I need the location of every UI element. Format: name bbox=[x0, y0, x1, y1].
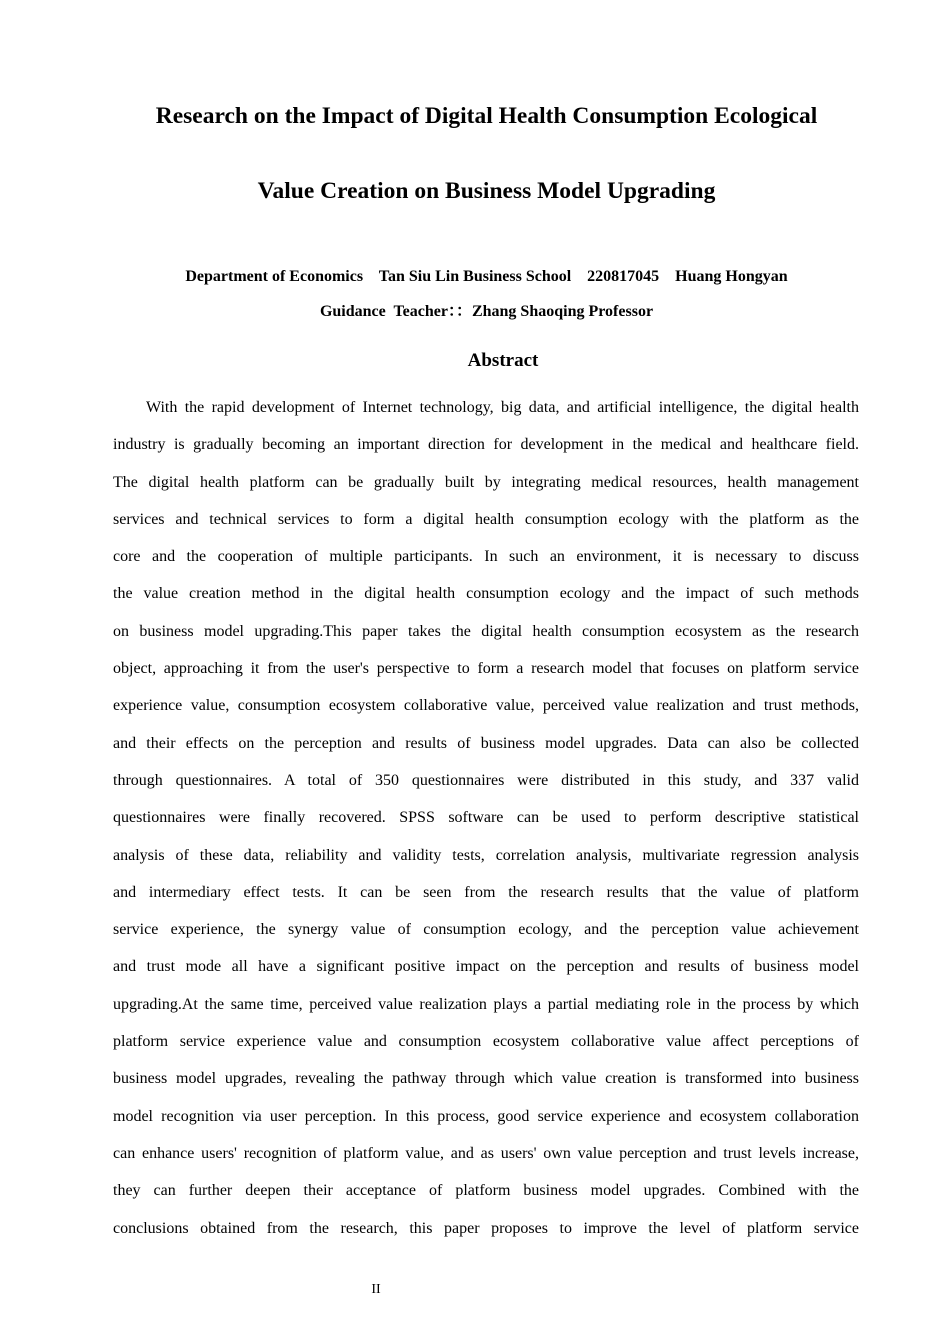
guidance-teacher: Guidance Teacher：：Zhang Shaoqing Professor bbox=[319, 303, 654, 320]
abstract-line: With the rapid development of Internet technology, big data, and artificial intelligence, the digital health bbox=[146, 399, 859, 416]
abstract-line: questionnaires were finally recovered. SPSS software can be used to perform descriptive statistical bbox=[113, 809, 859, 827]
abstract-line: they can further deepen their acceptance of platform business model upgrades. Combined with the bbox=[113, 1182, 859, 1200]
abstract-line: experience value, consumption ecosystem collaborative value, perceived value realization and trust methods, bbox=[113, 697, 859, 715]
abstract-line: can enhance users' recognition of platform value, and as users' own value perception and trust levels increase, bbox=[113, 1144, 859, 1162]
page-number: II bbox=[371, 1282, 381, 1297]
abstract-line: upgrading.At the same time, perceived value realization plays a partial mediating role in the process by which bbox=[113, 995, 859, 1013]
abstract-heading: Abstract bbox=[467, 350, 539, 371]
abstract-line: services and technical services to form a digital health consumption ecology with the platform as the bbox=[113, 510, 859, 528]
abstract-line: the value creation method in the digital health consumption ecology and the impact of such methods bbox=[113, 585, 859, 603]
abstract-line: industry is gradually becoming an important direction for development in the medical and healthcare field. bbox=[113, 436, 859, 454]
author-affiliation: Department of Economics Tan Siu Lin Business School 220817045 Huang Hongyan bbox=[185, 268, 788, 285]
abstract-line: core and the cooperation of multiple participants. In such an environment, it is necessary to discuss bbox=[113, 548, 859, 566]
abstract-line: object, approaching it from the user's perspective to form a research model that focuses on platform service bbox=[113, 660, 859, 678]
abstract-line: The digital health platform can be gradually built by integrating medical resources, health management bbox=[113, 473, 859, 491]
abstract-line: platform service experience value and consumption ecosystem collaborative value affect perceptions of bbox=[113, 1033, 859, 1051]
abstract-line: conclusions obtained from the research, this paper proposes to improve the level of platform service bbox=[113, 1219, 859, 1237]
abstract-line: through questionnaires. A total of 350 questionnaires were distributed in this study, and 337 valid bbox=[113, 771, 859, 789]
abstract-line: and trust mode all have a significant positive impact on the perception and results of business model bbox=[113, 958, 859, 976]
abstract-line: model recognition via user perception. In this process, good service experience and ecosystem collaboration bbox=[113, 1107, 859, 1125]
abstract-body bbox=[113, 389, 859, 1245]
abstract-line: business model upgrades, revealing the pathway through which value creation is transformed into business bbox=[113, 1070, 859, 1088]
abstract-line: on business model upgrading.This paper takes the digital health consumption ecosystem as the research bbox=[113, 622, 859, 640]
abstract-line: and intermediary effect tests. It can be seen from the research results that the value of platform bbox=[113, 883, 859, 901]
abstract-line: service experience, the synergy value of consumption ecology, and the perception value achievement bbox=[113, 921, 859, 939]
abstract-line: and their effects on the perception and results of business model upgrades. Data can also be collected bbox=[113, 734, 859, 752]
paper-title-line-2: Value Creation on Business Model Upgrading bbox=[257, 178, 716, 204]
abstract-line: analysis of these data, reliability and validity tests, correlation analysis, multivariate regression analysis bbox=[113, 846, 859, 864]
paper-title-line-1: Research on the Impact of Digital Health Consumption Ecological bbox=[155, 103, 818, 129]
